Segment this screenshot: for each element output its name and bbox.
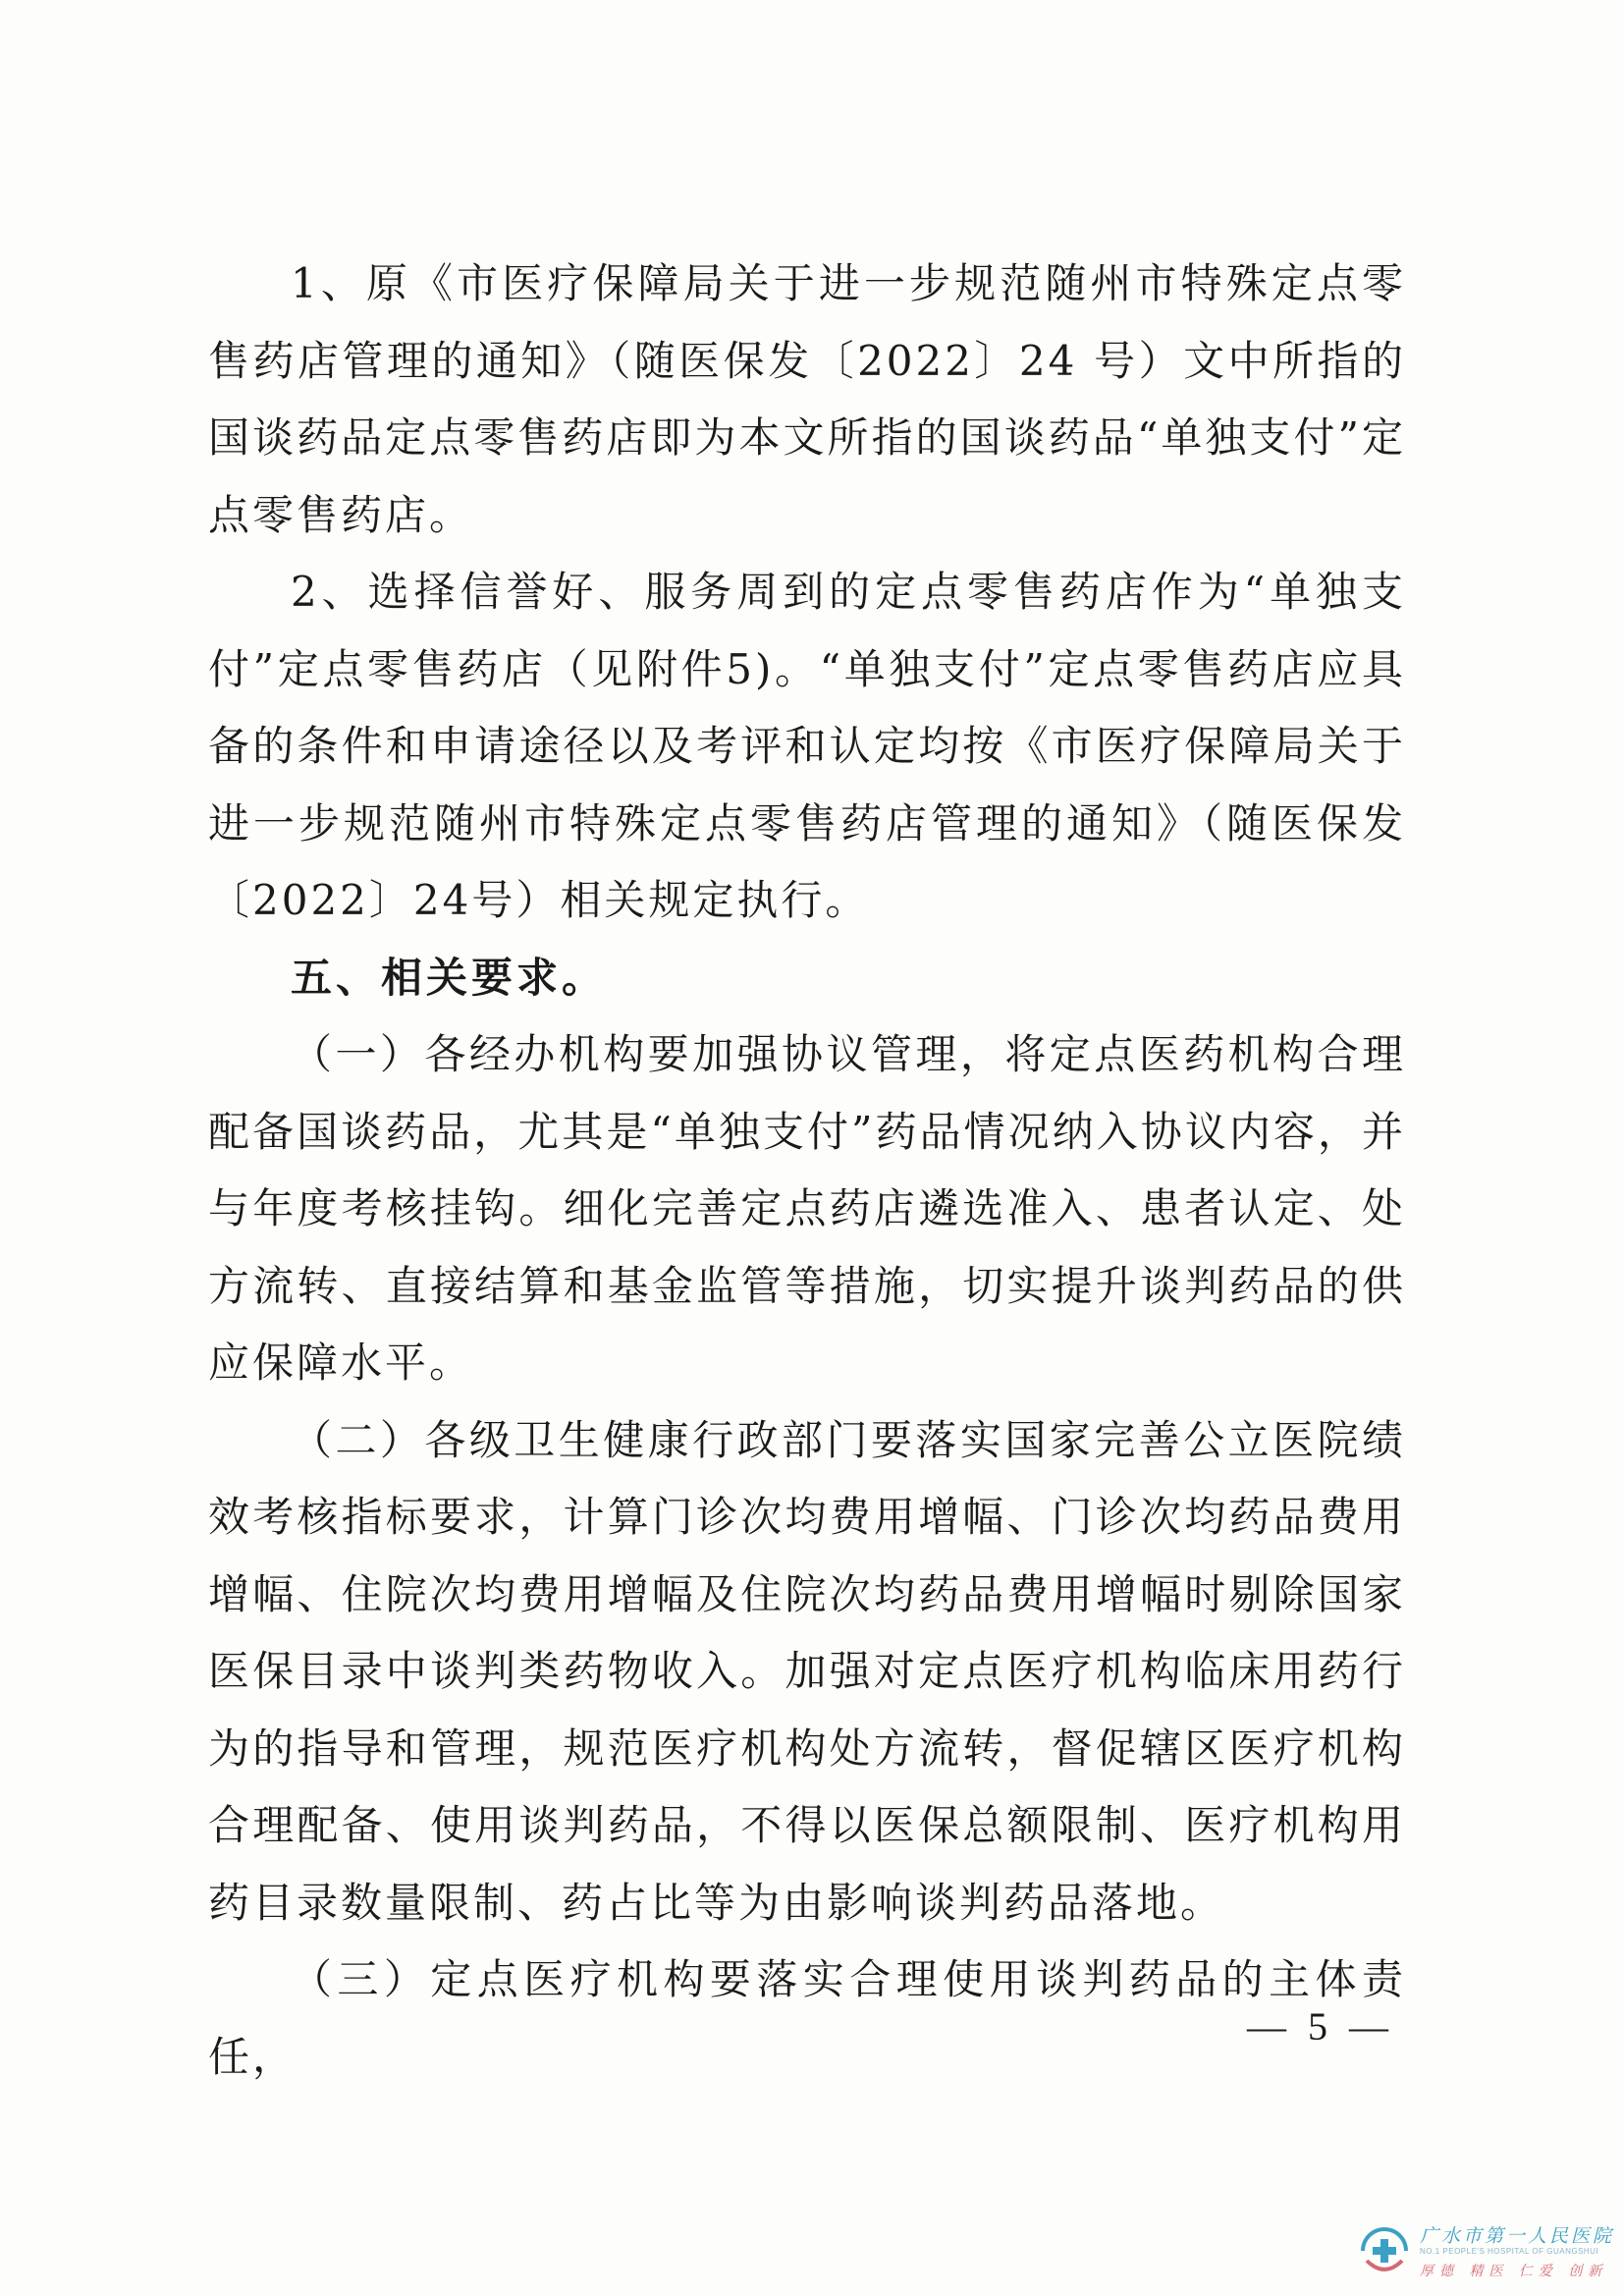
document-body <box>208 246 1406 2096</box>
watermark-title: 广水市第一人民医院 <box>1420 2225 1615 2247</box>
paragraph-4: （二）各级卫生健康行政部门要落实国家完善公立医院绩效考核指标要求，计算门诊次均费用增幅、门诊次均药品费用增幅、住院次均费用增幅及住院次均药品费用增幅时剔除国家医保目录中谈判类药物收入。加强对定点医疗机构临床用药行为的指导和管理，规范医疗机构处方流转，督促辖区医疗机构合理配备、使用谈判药品，不得以医保总额限制、医疗机构用药目录数量限制、药占比等为由影响谈判药品落地。 <box>208 1415 1406 1927</box>
watermark-motto: 厚德 精医 仁爱 创新 <box>1420 2264 1608 2279</box>
paragraph-2: 2、选择信誉好、服务周到的定点零售药店作为“单独支付”定点零售药店（见附件5)。“单独支付”定点零售药店应具备的条件和申请途径以及考评和认定均按《市医疗保障局关于进一步规范随州市特殊定点零售药店管理的通知》（随医保发〔2022〕24号）相关规定执行。 <box>208 568 1406 924</box>
paragraph-3: （一）各经办机构要加强协议管理，将定点医药机构合理配备国谈药品，尤其是“单独支付”药品情况纳入协议内容，并与年度考核挂钩。细化完善定点药店遴选准入、患者认定、处方流转、直接结算和基金监管等措施，切实提升谈判药品的供应保障水平。 <box>208 1030 1406 1387</box>
hospital-watermark <box>1355 2217 1615 2286</box>
page-number: — 5 — <box>1247 2004 1394 2049</box>
paragraph-5: （三）定点医疗机构要落实合理使用谈判药品的主体责任， <box>208 1955 1406 2081</box>
section-heading-5: 五、相关要求。 <box>291 953 608 1002</box>
paragraph-1: 1、原《市医疗保障局关于进一步规范随州市特殊定点零售药店管理的通知》（随医保发〔2022〕24 号）文中所指的国谈药品定点零售药店即为本文所指的国谈药品“单独支付”定点零售药店。 <box>208 259 1406 539</box>
hospital-logo-icon <box>1355 2221 1414 2280</box>
watermark-subtitle: NO.1 PEOPLE'S HOSPITAL OF GUANGSHUI <box>1420 2247 1599 2256</box>
